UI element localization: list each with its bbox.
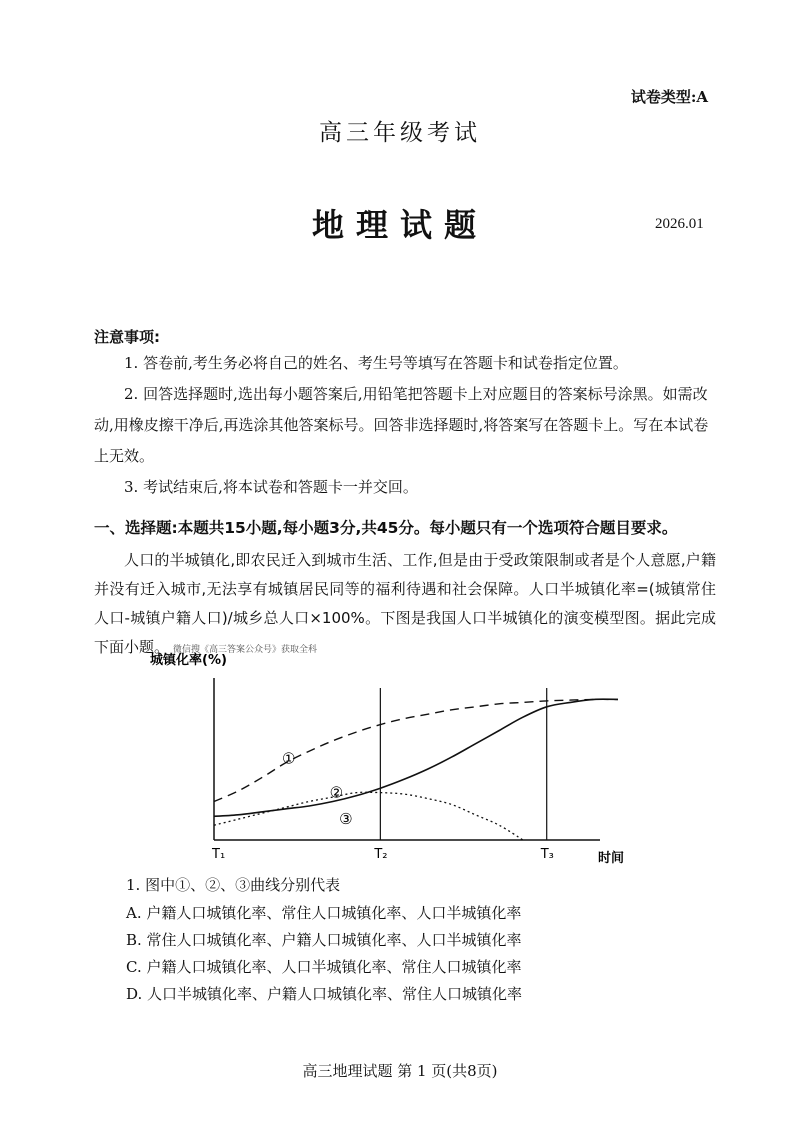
- series-1-line: [214, 699, 618, 801]
- series-1-label: ①: [282, 749, 296, 768]
- notice-item-2: 2. 回答选择题时,选出每小题答案后,用铅笔把答题卡上对应题目的答案标号涂黑。如需改动,用橡皮擦干净后,再选涂其他答案标号。回答非选择题时,将答案写在答题卡上。写在本试卷上无效。: [94, 385, 709, 465]
- page-footer: 高三地理试题 第 1 页(共8页): [302, 1062, 498, 1080]
- watermark-text: 微信搜《高三答案公众号》获取全科: [173, 645, 318, 655]
- x-tick-t2: T₂: [374, 847, 388, 862]
- paper-type-label: 试卷类型:A: [630, 88, 708, 106]
- urbanization-chart: [150, 648, 630, 866]
- notice-item-3: 3. 考试结束后,将本试卷和答题卡一并交回。: [124, 478, 418, 496]
- x-tick-t3: T₃: [540, 847, 554, 862]
- notice-item-1: 1. 答卷前,考生务必将自己的姓名、考生号等填写在答题卡和试卷指定位置。: [124, 354, 628, 372]
- series-3-line: [214, 792, 523, 840]
- exam-subject-title: 地理试题: [311, 206, 488, 244]
- series-2-line: [214, 699, 618, 816]
- option-d[interactable]: D. 人口半城镇化率、户籍人口城镇化率、常住人口城镇化率: [126, 985, 523, 1003]
- passage-text: 人口的半城镇化,即农民迁入到城市生活、工作,但是由于受政策限制或者是个人意愿,户籍并没有迁入城市,无法享有城镇居民同等的福利待遇和社会保障。人口半城镇化率=(城镇常住人口-城镇户籍人口)/城乡总人口×100%。下图是我国人口半城镇化的演变模型图。据此完成下面小题。: [94, 551, 716, 656]
- option-a[interactable]: A. 户籍人口城镇化率、常住人口城镇化率、人口半城镇化率: [126, 904, 522, 922]
- question-1-stem: 1. 图中①、②、③曲线分别代表: [126, 876, 341, 894]
- x-tick-t1: T₁: [212, 847, 226, 862]
- notice-title: 注意事项:: [94, 328, 160, 346]
- series-3-label: ③: [339, 809, 353, 828]
- chart-x-axis-label: 时间: [598, 851, 625, 866]
- exam-date: 2026.01: [655, 216, 704, 232]
- option-b[interactable]: B. 常住人口城镇化率、户籍人口城镇化率、人口半城镇化率: [126, 931, 522, 949]
- exam-grade-title: 高三年级考试: [319, 120, 481, 146]
- series-2-label: ②: [329, 783, 344, 802]
- option-c[interactable]: C. 户籍人口城镇化率、人口半城镇化率、常住人口城镇化率: [126, 958, 522, 976]
- section-title: 一、选择题:本题共15小题,每小题3分,共45分。每小题只有一个选项符合题目要求。: [94, 519, 678, 537]
- chart-y-axis-label: 城镇化率(%): [150, 653, 227, 668]
